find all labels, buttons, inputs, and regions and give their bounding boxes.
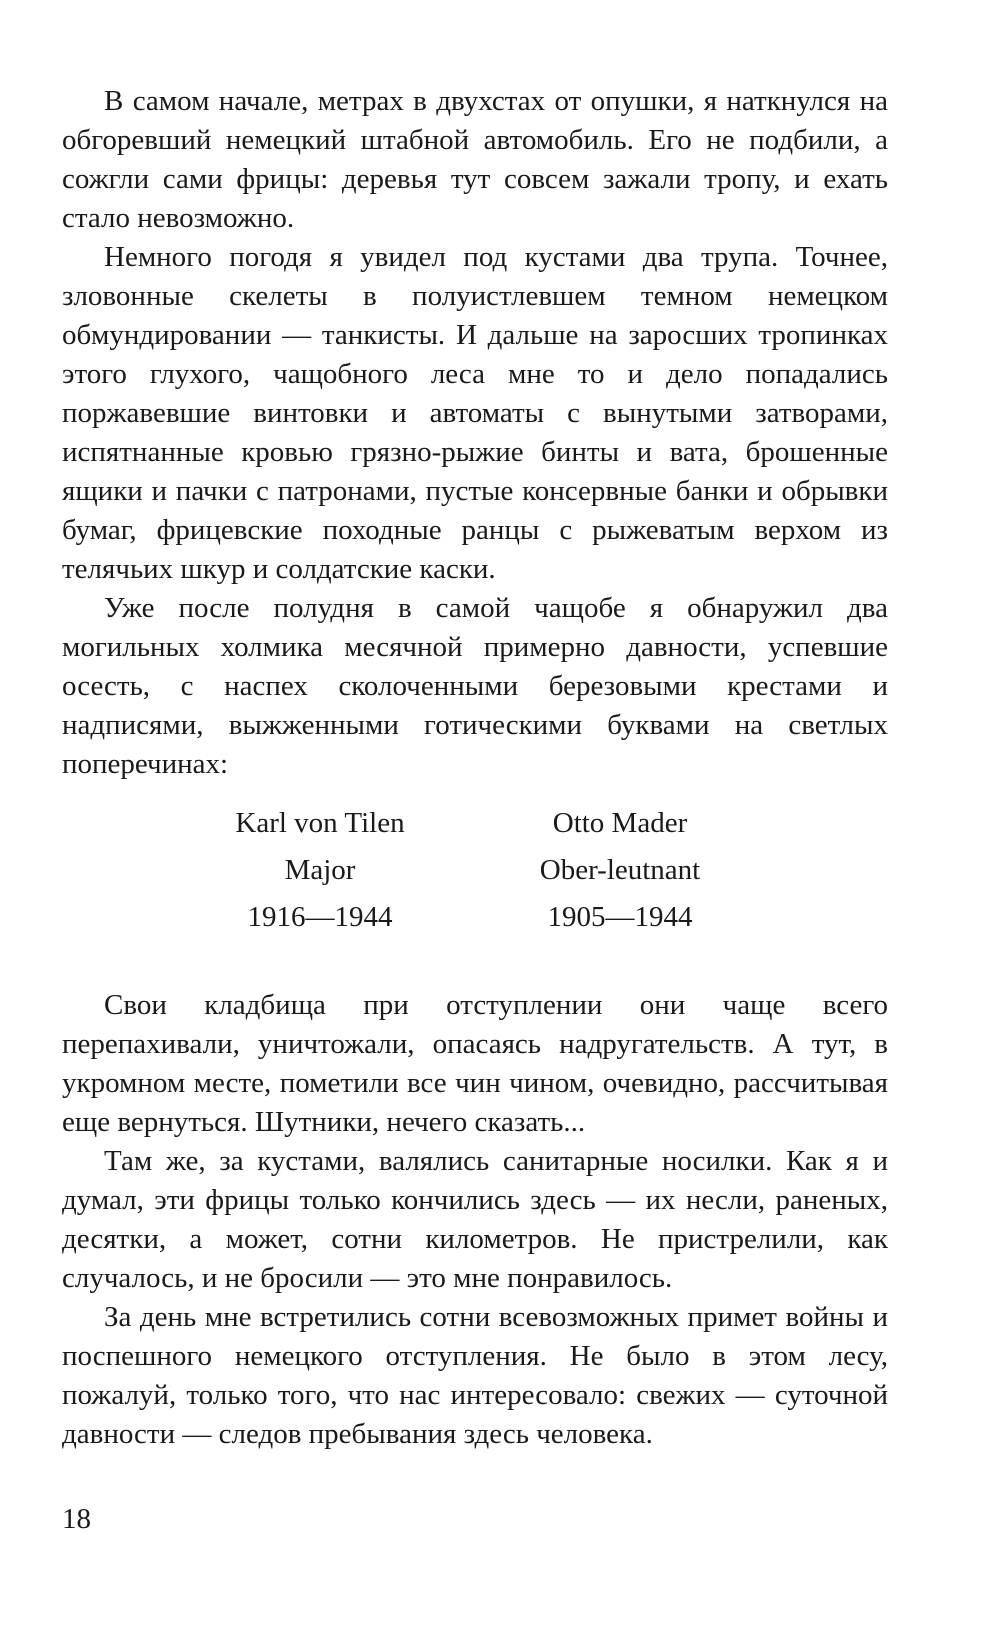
paragraph: За день мне встретились сотни всевозможных примет войны и поспешного немецкого отступления. Не было в этом лесу, пожалуй, только того, что нас интересовало: свежих — суточной давности — следов пребывания здесь человека. [62,1301,888,1450]
paragraph: Там же, за кустами, валялись санитарные носилки. Как я и думал, эти фрицы только кончились здесь — их несли, раненых, десятки, а может, сотни километров. Не пристрелили, как случалось, и не бросили — это мне понравилось. [62,1145,888,1294]
grave-rank: Major [284,854,356,886]
grave-years: 1905—1944 [547,901,693,933]
paragraph: Свои кладбища при отступлении они чаще всего перепахивали, уничтожали, опасаясь надругательств. А тут, в укромном месте, пометили все чин чином, очевидно, рассчитывая еще вернуться. Шутники, нечего сказать... [62,989,888,1138]
grave-name: Otto Mader [552,807,688,839]
grave-years: 1916—1944 [247,901,393,933]
text-block-bottom [62,986,888,1454]
paragraph: Уже после полудня в самой чащобе я обнаружил два могильных холмика месячной примерно давности, успевшие осесть, с наспех сколоченными березовыми крестами и надписями, выжженными готическими буквами на светлых поперечинах: [62,592,888,780]
grave-name: Karl von Tilen [235,807,405,839]
grave-rank: Ober-leutnant [539,854,701,886]
grave-inscription-right [460,800,780,941]
paragraph: Немного погодя я увидел под кустами два трупа. Точнее, зловонные скелеты в полуистлевшем темном немецком обмундировании — танкисты. И дальше на заросших тропинках этого глухого, чащобного леса мне то и дело попадались поржавевшие винтовки и автоматы с вынутыми затворами, испятнанные кровью грязно-рыжие бинты и вата, брошенные ящики и пачки с патронами, пустые консервные банки и обрывки бумаг, фрицевские походные ранцы с рыжеватым верхом из телячьих шкур и солдатские каски. [62,241,888,585]
page-number: 18 [62,1503,91,1535]
text-block-top [62,82,888,784]
grave-inscription-left [160,800,480,941]
paragraph: В самом начале, метрах в двухстах от опушки, я наткнулся на обгоревший немецкий штабной автомобиль. Его не подбили, а сожгли сами фрицы: деревья тут совсем зажали тропу, и ехать стало невозможно. [62,85,888,234]
